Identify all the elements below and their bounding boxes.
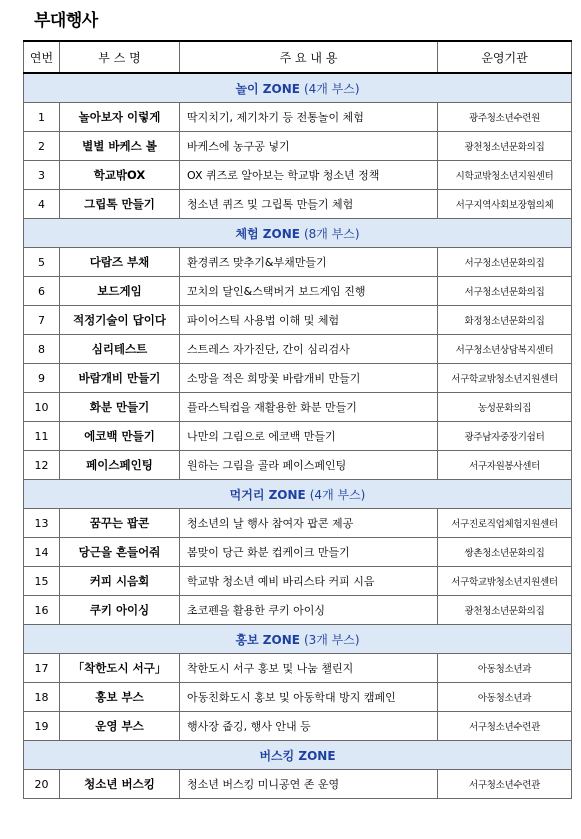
cell-content: 꼬치의 달인&스택버거 보드게임 진행 [180,277,438,306]
cell-number: 10 [24,393,60,422]
cell-booth-name: 페이스페인팅 [60,451,180,480]
cell-organization: 서구청소년문화의집 [438,277,572,306]
events-table [23,40,572,799]
cell-organization: 서구학교밖청소년지원센터 [438,364,572,393]
cell-number: 3 [24,161,60,190]
cell-number: 7 [24,306,60,335]
cell-content: 소망을 적은 희망꽃 바람개비 만들기 [180,364,438,393]
zone-header-row [24,219,572,248]
cell-booth-name: 별별 바케스 볼 [60,132,180,161]
zone-booth-count: (8개 부스) [303,226,360,241]
table-row [24,103,572,132]
table-row [24,712,572,741]
cell-booth-name: 운영 부스 [60,712,180,741]
zone-header-row [24,625,572,654]
cell-organization: 서구학교밖청소년지원센터 [438,567,572,596]
cell-content: 딱지치기, 제기차기 등 전통놀이 체험 [180,103,438,132]
cell-number: 9 [24,364,60,393]
cell-booth-name: 홍보 부스 [60,683,180,712]
table-row [24,248,572,277]
zone-name: 먹거리 ZONE [229,487,306,502]
cell-organization: 아동청소년과 [438,683,572,712]
table-row [24,567,572,596]
zone-header-row [24,480,572,509]
cell-organization: 화정청소년문화의집 [438,306,572,335]
cell-content: 바케스에 농구공 넣기 [180,132,438,161]
cell-content: 아동친화도시 홍보 및 아동학대 방지 캠페인 [180,683,438,712]
zone-name: 체험 ZONE [235,226,300,241]
header-row [24,41,572,73]
table-row [24,538,572,567]
cell-booth-name: 쿠키 아이싱 [60,596,180,625]
cell-booth-name: 「착한도시 서구」 [60,654,180,683]
table-row [24,335,572,364]
table-row [24,277,572,306]
cell-organization: 시학교밖청소년지원센터 [438,161,572,190]
table-row [24,770,572,799]
cell-content: 초코펜을 활용한 쿠키 아이싱 [180,596,438,625]
cell-content: 봄맞이 당근 화분 컵케이크 만들기 [180,538,438,567]
table-row [24,683,572,712]
cell-booth-name: 학교밖OX [60,161,180,190]
cell-content: 나만의 그림으로 에코백 만들기 [180,422,438,451]
zone-header-cell [24,625,572,654]
cell-organization: 서구청소년수련관 [438,712,572,741]
cell-organization: 아동청소년과 [438,654,572,683]
cell-content: 착한도시 서구 홍보 및 나눔 챌린지 [180,654,438,683]
cell-organization: 농성문화의집 [438,393,572,422]
cell-booth-name: 꿈꾸는 팝콘 [60,509,180,538]
zone-booth-count: (4개 부스) [303,81,360,96]
zone-booth-count: (4개 부스) [309,487,366,502]
cell-booth-name: 적정기술이 답이다 [60,306,180,335]
cell-content: 행사장 줍깅, 행사 안내 등 [180,712,438,741]
table-row [24,161,572,190]
cell-content: 환경퀴즈 맞추기&부채만들기 [180,248,438,277]
zone-header-cell [24,480,572,509]
table-body [24,73,572,799]
zone-name: 놀이 ZONE [235,81,300,96]
table-row [24,132,572,161]
cell-organization: 서구청소년수련관 [438,770,572,799]
table-row [24,393,572,422]
cell-number: 4 [24,190,60,219]
zone-header-row [24,741,572,770]
cell-number: 2 [24,132,60,161]
cell-booth-name: 화분 만들기 [60,393,180,422]
cell-content: 학교밖 청소년 예비 바리스타 커피 시음 [180,567,438,596]
cell-booth-name: 에코백 만들기 [60,422,180,451]
zone-header-row [24,73,572,103]
cell-number: 5 [24,248,60,277]
cell-number: 6 [24,277,60,306]
cell-organization: 서구청소년상담복지센터 [438,335,572,364]
cell-organization: 서구지역사회보장협의체 [438,190,572,219]
cell-content: 청소년 버스킹 미니공연 존 운영 [180,770,438,799]
cell-number: 1 [24,103,60,132]
cell-content: 청소년의 날 행사 참여자 팝콘 제공 [180,509,438,538]
table-row [24,190,572,219]
cell-booth-name: 심리테스트 [60,335,180,364]
cell-content: OX 퀴즈로 알아보는 학교밖 청소년 정책 [180,161,438,190]
cell-organization: 서구청소년문화의집 [438,248,572,277]
header-booth: 부 스 명 [60,41,180,73]
cell-number: 13 [24,509,60,538]
cell-number: 12 [24,451,60,480]
cell-content: 청소년 퀴즈 및 그립톡 만들기 체험 [180,190,438,219]
cell-number: 11 [24,422,60,451]
cell-number: 19 [24,712,60,741]
zone-header-cell [24,219,572,248]
header-no: 연번 [24,41,60,73]
table-row [24,422,572,451]
zone-header-cell [24,73,572,103]
table-row [24,596,572,625]
cell-booth-name: 청소년 버스킹 [60,770,180,799]
cell-number: 14 [24,538,60,567]
page-title: 부대행사 [34,11,98,31]
cell-number: 16 [24,596,60,625]
cell-booth-name: 보드게임 [60,277,180,306]
header-org: 운영기관 [438,41,572,73]
cell-booth-name: 바람개비 만들기 [60,364,180,393]
zone-name: 버스킹 ZONE [259,748,336,763]
table-row [24,364,572,393]
cell-organization: 광주남자중장기쉼터 [438,422,572,451]
zone-header-cell [24,741,572,770]
cell-content: 원하는 그림을 골라 페이스페인팅 [180,451,438,480]
cell-booth-name: 다람즈 부채 [60,248,180,277]
cell-content: 스트레스 자가진단, 간이 심리검사 [180,335,438,364]
cell-content: 파이어스틱 사용법 이해 및 체험 [180,306,438,335]
cell-content: 플라스틱컵을 재활용한 화분 만들기 [180,393,438,422]
cell-booth-name: 커피 시음회 [60,567,180,596]
header-content: 주 요 내 용 [180,41,438,73]
cell-organization: 서구자원봉사센터 [438,451,572,480]
cell-booth-name: 그립톡 만들기 [60,190,180,219]
cell-organization: 광천청소년문화의집 [438,132,572,161]
cell-organization: 광천청소년문화의집 [438,596,572,625]
cell-number: 15 [24,567,60,596]
zone-name: 홍보 ZONE [235,632,300,647]
cell-number: 17 [24,654,60,683]
table-row [24,451,572,480]
cell-number: 18 [24,683,60,712]
cell-booth-name: 당근을 흔들어줘 [60,538,180,567]
table-row [24,654,572,683]
cell-organization: 쌍촌청소년문화의집 [438,538,572,567]
table-row [24,306,572,335]
zone-booth-count: (3개 부스) [303,632,360,647]
cell-organization: 광주청소년수련원 [438,103,572,132]
cell-number: 8 [24,335,60,364]
cell-organization: 서구진로직업체험지원센터 [438,509,572,538]
cell-booth-name: 놀아보자 이렇게 [60,103,180,132]
cell-number: 20 [24,770,60,799]
table-row [24,509,572,538]
